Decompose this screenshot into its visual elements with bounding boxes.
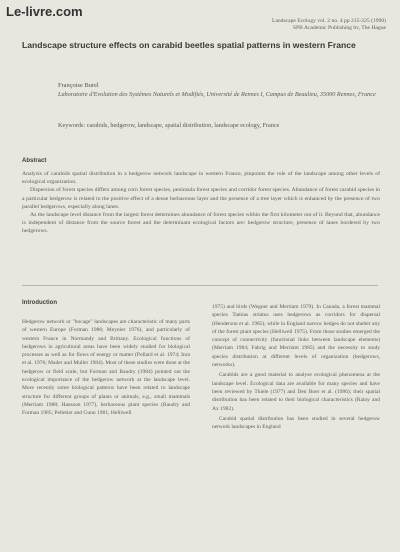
intro-paragraph: Carabid spatial distribution has been studied in several hedgerow network landscapes in England <box>212 415 380 431</box>
intro-paragraph: 1975) and birds (Wegner and Merriam 1979). In Canada, a forest mammal species Tamias striatus uses hedgerows as corridors for dispersal (Henderson et al. 1985), while in England narrow hedges do not shelter any of the forest plant species (Helliwell 1975). From those studies emerged the concept of connectivity (functional links between landscape elements) (Merriam 1984; Fahrig and Merriam 1985) and the necessity to study species distribution at different levels of organization (hedgerows, networks). <box>212 304 380 369</box>
abstract-paragraph: Dispersion of forest species differs among corn forest species, peninsula forest species and corridor forest species. Abundance of forest carabid species in a particular hedgerow is related to the positive effect of a dense herbaceous layer and the presence of a tree layer which is enhanced by the presence of two parallel hedgerows, especially along lanes. <box>22 187 380 210</box>
abstract-heading: Abstract <box>22 158 47 164</box>
author-name: Françoise Burel <box>58 82 99 89</box>
intro-paragraph: Hedgerow network or "bocage" landscapes are characteristic of many parts of western Europe (Forman 1986; Meynier 1976), and particularly of western France in Normandy and Brittany. Ecological functions of hedgerows in agricultural areas have been widely studied for biological processes as well as for flows of energy or matter (Pollard et al. 1974; Inra et al. 1976; Mader and Muller 1984). Most of these studies were done at the hedgerow or field scale, but Forman and Baudry (1984) pointed out the ecological importance of the hedgerow network at the landscape level. More recently some biological patterns have been related to landscape structure for different groups of plants or animals, e.g., small mammals (Merriam 1988; Hansson 1977), herbaceous plant species (Baudry and Forman 1985; Pelletier and Gunn 1981; Helliwell <box>22 319 190 417</box>
abstract-paragraph: Analysis of carabids spatial distribution in a hedgerow network landscape in western France, pinpoints the role of the landscape among other levels of ecological organization. <box>22 171 380 186</box>
keywords: Keywords: carabids, hedgerow, landscape, spatial distribution, landscape ecology, France <box>58 122 280 129</box>
journal-line-2: SPB Academic Publishing bv, The Hague <box>292 25 386 31</box>
introduction-left-column <box>22 318 190 420</box>
intro-paragraph: Carabids are a good material to analyse ecological phenomena at the landscape level. Ecological data are available for many species and have been reviewed by Thiele (1977) and Den Boer et al. (1986); their spatial distribution has been related to their biological characteristics (Rainy and Ax 1982). <box>212 372 380 412</box>
author-affiliation: Laboratoire d'Evolution des Systèmes Naturels et Modifiés, Université de Rennes I, Campus de Beaulieu, 35000 Rennes, France <box>58 91 376 98</box>
journal-header <box>226 18 386 32</box>
section-divider <box>22 285 378 286</box>
abstract-paragraph: As the landscape level distance from the largest forest determines abundance of forest species within the first kilometer out of it. Beyond that, abundance is independent of distance from the source forest and the determinant ecological factors are: hedgerow structure, presence of lanes bordered by two hedgerows. <box>22 212 380 235</box>
introduction-heading: Introduction <box>22 300 57 306</box>
watermark: Le-livre.com <box>6 4 83 19</box>
abstract-body <box>22 170 380 236</box>
journal-line-1: Landscape Ecology vol. 2 no. 4 pp 215-225 (1990) <box>271 18 386 24</box>
paper-title: Landscape structure effects on carabid beetles spatial patterns in western France <box>22 40 356 50</box>
introduction-right-column <box>212 303 380 433</box>
